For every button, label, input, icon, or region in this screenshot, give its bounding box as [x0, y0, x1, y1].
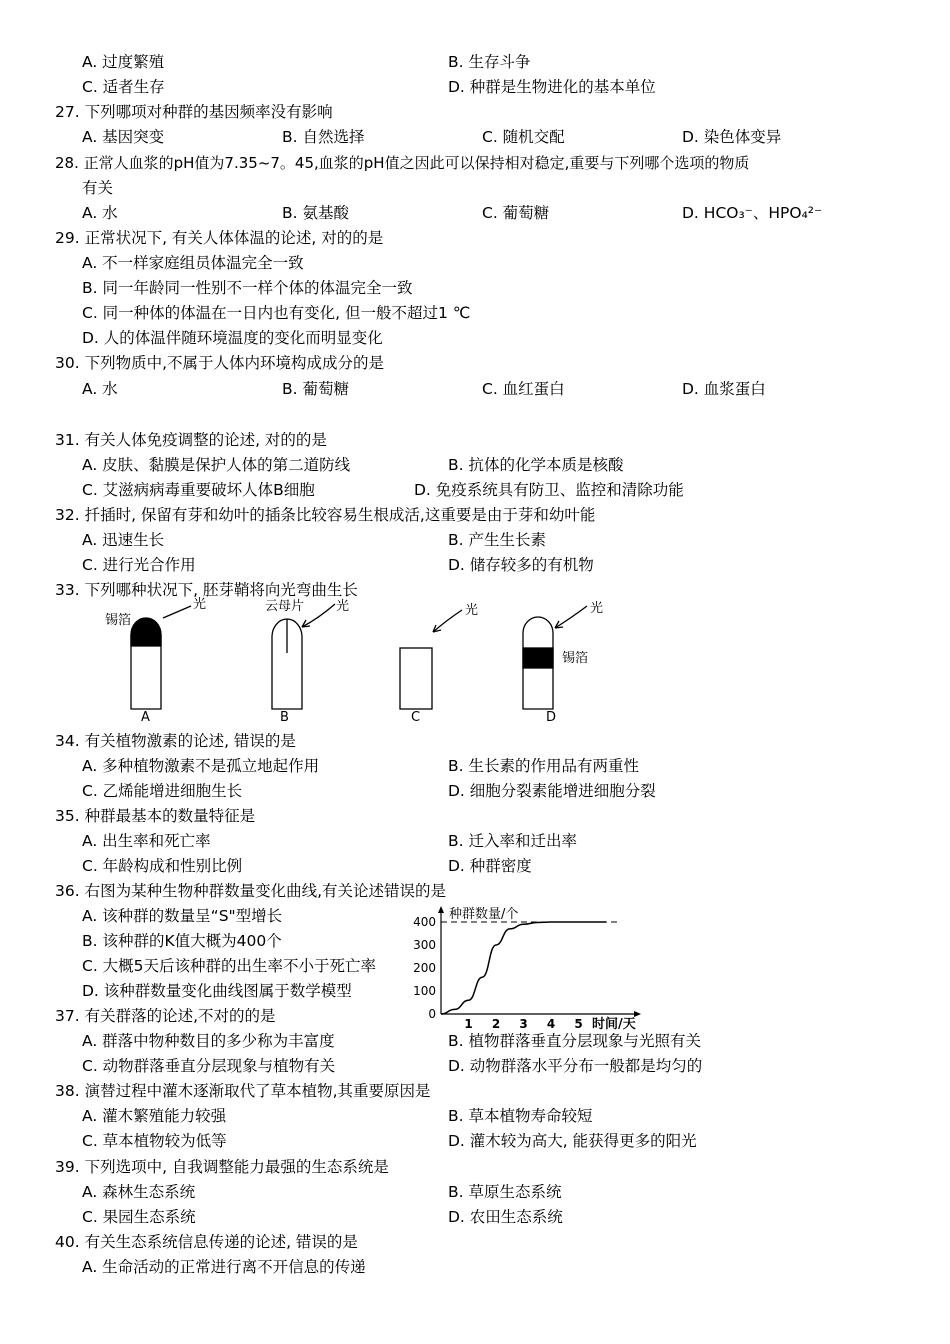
chart-x-label: 时间/天: [592, 1017, 636, 1032]
q33-label-tinfoil-d: 锡箔: [562, 651, 589, 666]
q39-stem: 39. 下列选项中, 自我调整能力最强的生态系统是: [55, 1158, 389, 1176]
q39-option-d: D. 农田生态系统: [448, 1208, 563, 1226]
q34-stem: 34. 有关植物激素的论述, 错误的是: [55, 732, 296, 750]
chart-x-tick-label: 5: [574, 1017, 583, 1031]
chart-x-tick-label: 3: [519, 1017, 528, 1031]
q28-option-b: B. 氨基酸: [282, 204, 349, 222]
chart-x-tick-label: 1: [464, 1017, 473, 1031]
q26-option-d: D. 种群是生物进化的基本单位: [448, 78, 656, 96]
q31-option-b: B. 抗体的化学本质是核酸: [448, 456, 624, 474]
q26-option-c: C. 适者生存: [82, 78, 165, 96]
q37-option-c: C. 动物群落垂直分层现象与植物有关: [82, 1057, 336, 1075]
q31-option-d: D. 免疫系统具有防卫、监控和清除功能: [414, 481, 684, 499]
q30-stem: 30. 下列物质中,不属于人体内环境构成成分的是: [55, 354, 385, 372]
q28-option-d: D. HCO₃⁻、HPO₄²⁻: [682, 204, 823, 222]
chart-y-tick-label: 300: [413, 938, 436, 952]
q33-label-light-a: 光: [193, 597, 207, 612]
q29-option-c: C. 同一种体的体温在一日内也有变化, 但一般不超过1 ℃: [82, 304, 471, 322]
q36-stem: 36. 右图为某种生物种群数量变化曲线,有关论述错误的是: [55, 882, 447, 900]
q36-option-a: A. 该种群的数量呈“S"型增长: [82, 907, 283, 925]
q27-stem: 27. 下列哪项对种群的基因频率没有影响: [55, 103, 333, 121]
q33-label-light-c: 光: [465, 603, 479, 618]
q32-option-a: A. 迅速生长: [82, 531, 165, 549]
q33-coleoptile-figure: [95, 596, 615, 724]
chart-y-tick-label: 100: [413, 984, 436, 998]
chart-y-tick-label: 400: [413, 915, 436, 929]
q35-option-a: A. 出生率和死亡率: [82, 832, 211, 850]
q26-option-b: B. 生存斗争: [448, 53, 531, 71]
chart-x-tick-label: 2: [491, 1017, 501, 1031]
q27-option-d: D. 染色体变异: [682, 128, 782, 146]
q33-stem: 33. 下列哪种状况下, 胚芽鞘将向光弯曲生长: [55, 581, 358, 599]
q30-option-a: A. 水: [82, 380, 118, 398]
q36-option-c: C. 大概5天后该种群的出生率不小于死亡率: [82, 957, 377, 975]
q39-option-b: B. 草原生态系统: [448, 1183, 562, 1201]
q29-option-b: B. 同一年龄同一性别不一样个体的体温完全一致: [82, 279, 413, 297]
q27-option-b: B. 自然选择: [282, 128, 365, 146]
q34-option-a: A. 多种植物激素不是孤立地起作用: [82, 757, 320, 775]
q40-option-a: A. 生命活动的正常进行离不开信息的传递: [82, 1258, 366, 1276]
chart-y-tick-label: 0: [428, 1007, 436, 1021]
q30-option-d: D. 血浆蛋白: [682, 380, 766, 398]
q36-option-b: B. 该种群的K值大概为400个: [82, 932, 282, 950]
q28-stem-line2: 有关: [82, 179, 114, 197]
q30-option-b: B. 葡萄糖: [282, 380, 349, 398]
q37-option-a: A. 群落中物种数目的多少称为丰富度: [82, 1032, 335, 1050]
q30-option-c: C. 血红蛋白: [482, 380, 565, 398]
q38-option-d: D. 灌木较为高大, 能获得更多的阳光: [448, 1132, 697, 1150]
q32-option-b: B. 产生生长素: [448, 531, 546, 549]
q33-label-B: B: [280, 710, 289, 724]
q37-option-b: B. 植物群落垂直分层现象与光照有关: [448, 1032, 701, 1050]
q37-stem: 37. 有关群落的论述,不对的的是: [55, 1007, 276, 1025]
chart-x-tick-label: 4: [546, 1017, 556, 1031]
q28-stem-line1: 28. 正常人血浆的pH值为7.35~7。45,血浆的pH值之因此可以保持相对稳定,重要与下列哪个选项的物质: [55, 154, 750, 172]
q35-option-c: C. 年龄构成和性别比例: [82, 857, 243, 875]
q38-stem: 38. 演替过程中灌木逐渐取代了草本植物,其重要原因是: [55, 1082, 431, 1100]
q27-option-c: C. 随机交配: [482, 128, 565, 146]
q27-option-a: A. 基因突变: [82, 128, 165, 146]
q33-label-A: A: [141, 710, 150, 724]
q35-stem: 35. 种群最基本的数量特征是: [55, 807, 256, 825]
q32-stem: 32. 扦插时, 保留有芽和幼叶的插条比较容易生根成活,这重要是由于芽和幼叶能: [55, 506, 596, 524]
q39-option-c: C. 果园生态系统: [82, 1208, 196, 1226]
q39-option-a: A. 森林生态系统: [82, 1183, 196, 1201]
q31-stem: 31. 有关人体免疫调整的论述, 对的的是: [55, 431, 327, 449]
population-growth-chart: [405, 900, 655, 1035]
q35-option-b: B. 迁入率和迁出率: [448, 832, 577, 850]
q26-option-a: A. 过度繁殖: [82, 53, 165, 71]
q34-option-c: C. 乙烯能增进细胞生长: [82, 782, 243, 800]
q34-option-b: B. 生长素的作用品有两重性: [448, 757, 639, 775]
q35-option-d: D. 种群密度: [448, 857, 532, 875]
q33-label-D: D: [546, 710, 557, 724]
q28-option-c: C. 葡萄糖: [482, 204, 550, 222]
q29-stem: 29. 正常状况下, 有关人体体温的论述, 对的的是: [55, 229, 384, 247]
chart-y-tick-label: 200: [413, 961, 436, 975]
q29-option-d: D. 人的体温伴随环境温度的变化而明显变化: [82, 329, 383, 347]
q32-option-d: D. 储存较多的有机物: [448, 556, 594, 574]
q28-option-a: A. 水: [82, 204, 118, 222]
q33-label-mica: 云母片: [265, 599, 305, 614]
q34-option-d: D. 细胞分裂素能增进细胞分裂: [448, 782, 656, 800]
q33-label-light-b: 光: [336, 599, 350, 614]
q40-stem: 40. 有关生态系统信息传递的论述, 错误的是: [55, 1233, 358, 1251]
q32-option-c: C. 进行光合作用: [82, 556, 196, 574]
q31-option-a: A. 皮肤、黏膜是保护人体的第二道防线: [82, 456, 351, 474]
q38-option-c: C. 草本植物较为低等: [82, 1132, 227, 1150]
q33-label-tinfoil-a: 锡箔: [105, 613, 132, 628]
q29-option-a: A. 不一样家庭组员体温完全一致: [82, 254, 304, 272]
chart-y-label: 种群数量/个: [449, 907, 519, 922]
q36-option-d: D. 该种群数量变化曲线图属于数学模型: [82, 982, 352, 1000]
q33-label-light-d: 光: [590, 601, 604, 616]
q33-label-C: C: [411, 710, 421, 724]
q31-option-c: C. 艾滋病病毒重要破坏人体B细胞: [82, 481, 315, 499]
q38-option-a: A. 灌木繁殖能力较强: [82, 1107, 227, 1125]
q38-option-b: B. 草本植物寿命较短: [448, 1107, 593, 1125]
q37-option-d: D. 动物群落水平分布一般都是均匀的: [448, 1057, 703, 1075]
